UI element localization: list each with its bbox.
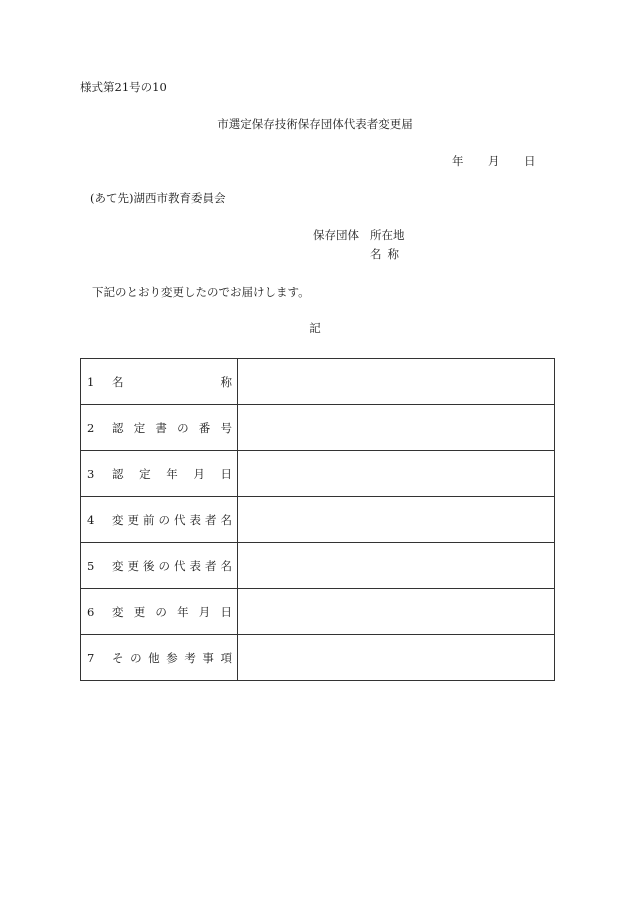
item-number: 3 bbox=[87, 466, 95, 481]
item-label: その他参考事項 bbox=[112, 650, 232, 665]
item-number: 1 bbox=[87, 374, 95, 389]
item-number: 7 bbox=[87, 650, 95, 665]
document-title: 市選定保存技術保存団体代表者変更届 bbox=[217, 117, 413, 131]
form-number: 様式第21号の10 bbox=[80, 80, 167, 94]
table-row bbox=[81, 543, 555, 589]
applicant-block bbox=[313, 230, 405, 267]
item-number: 4 bbox=[87, 512, 95, 527]
item-value-field[interactable] bbox=[238, 543, 555, 589]
item-value-field[interactable] bbox=[238, 451, 555, 497]
table-row bbox=[81, 359, 555, 405]
notice-text: 下記のとおり変更したのでお届けします。 bbox=[92, 285, 310, 299]
item-value-field[interactable] bbox=[238, 635, 555, 681]
table-row bbox=[81, 635, 555, 681]
org-label: 保存団体 bbox=[313, 228, 359, 242]
name-label: 名称 bbox=[370, 246, 405, 261]
item-label-cell bbox=[81, 451, 238, 497]
item-number: 2 bbox=[87, 420, 95, 435]
item-label: 変更の年月日 bbox=[112, 604, 232, 619]
item-value-field[interactable] bbox=[238, 589, 555, 635]
item-label-cell bbox=[81, 405, 238, 451]
addressee: (あて先)湖西市教育委員会 bbox=[90, 191, 226, 205]
table-row bbox=[81, 405, 555, 451]
item-value-field[interactable] bbox=[238, 359, 555, 405]
applicant-address-row bbox=[313, 230, 405, 242]
item-label: 認定年月日 bbox=[112, 466, 232, 481]
table-row bbox=[81, 451, 555, 497]
item-value-field[interactable] bbox=[238, 497, 555, 543]
applicant-name-row bbox=[313, 246, 405, 261]
item-label-cell bbox=[81, 497, 238, 543]
item-label-cell bbox=[81, 635, 238, 681]
ki-heading: 記 bbox=[309, 321, 321, 335]
date-line bbox=[452, 156, 536, 168]
item-label: 名称 bbox=[112, 374, 232, 389]
item-number: 6 bbox=[87, 604, 95, 619]
date-month-label: 月 bbox=[488, 154, 500, 168]
address-label: 所在地 bbox=[370, 228, 405, 242]
date-day-label: 日 bbox=[524, 154, 536, 168]
item-value-field[interactable] bbox=[238, 405, 555, 451]
date-year-label: 年 bbox=[452, 154, 464, 168]
table-row bbox=[81, 497, 555, 543]
item-number: 5 bbox=[87, 558, 95, 573]
item-label-cell bbox=[81, 589, 238, 635]
table-row bbox=[81, 589, 555, 635]
item-label-cell bbox=[81, 543, 238, 589]
item-label: 変更前の代表者名 bbox=[112, 512, 232, 527]
items-table bbox=[80, 358, 555, 681]
item-label-cell bbox=[81, 359, 238, 405]
item-label: 変更後の代表者名 bbox=[112, 558, 232, 573]
item-label: 認定書の番号 bbox=[112, 420, 232, 435]
